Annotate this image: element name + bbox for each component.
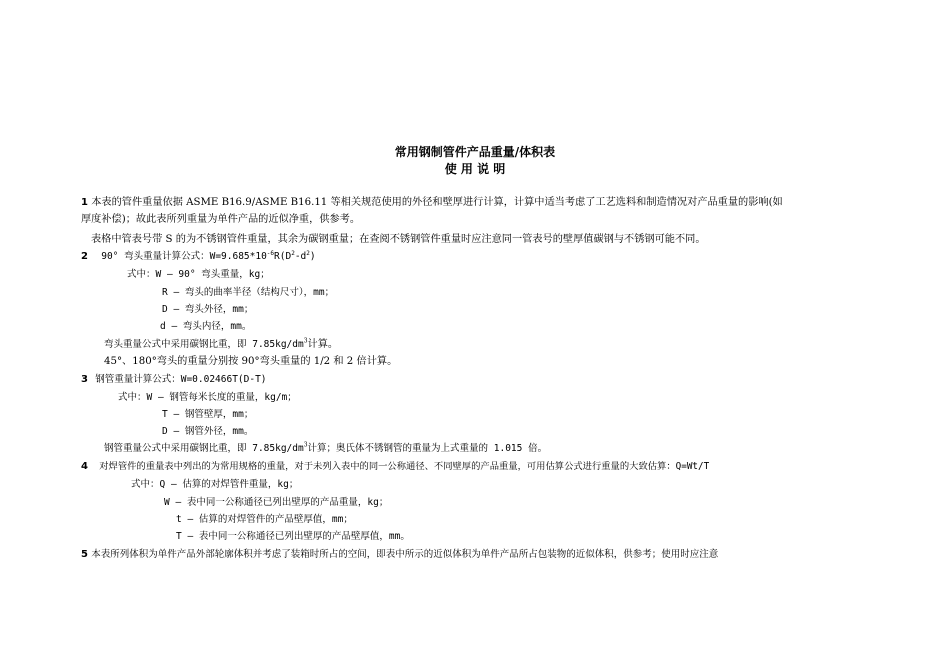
section-number: 1 bbox=[81, 197, 88, 208]
variable-definition: R — 弯头的曲率半径（结构尺寸），mm； bbox=[162, 287, 335, 298]
variable-definition: D — 钢管外径，mm。 bbox=[162, 426, 254, 437]
variable-definition: T — 表中同一公称通径已列出壁厚的产品壁厚值，mm。 bbox=[176, 531, 410, 542]
formula-text: 90° 弯头重量计算公式：$W=9.685*10^{-6}R(D^2-d^2)$ bbox=[101, 249, 316, 262]
variable-definition: T — 钢管壁厚，mm； bbox=[162, 409, 254, 420]
variable-definition: 式中：W — 钢管每米长度的重量，kg/m； bbox=[118, 392, 297, 403]
formula-text: 钢管重量计算公式：W=0.02466T(D-T) bbox=[95, 374, 267, 385]
note-text: 钢管重量公式中采用碳钢比重，即 $7.85kg/dm^3$计算；奥氏体不锈钢管的重量为上式重量的 1.015 倍。 bbox=[104, 441, 548, 454]
section-3-formula bbox=[81, 373, 267, 387]
paragraph-text: 对焊管件的重量表中列出的为常用规格的重量，对于未列入表中的同一公称通径、不同壁厚的产品重量，可用估算公式进行重量的大致估算：Q=Wt/T bbox=[99, 461, 710, 472]
document-title: 常用钢制管件产品重量/体积表 bbox=[394, 145, 556, 159]
section-1-line-2: 厚度补偿)；故此表所列重量为单件产品的近似净重，供参考。 bbox=[81, 214, 361, 225]
section-number: 2 bbox=[81, 251, 88, 262]
section-1-line-3: 表格中管表号带 S 的为不锈钢管件重量，其余为碳钢重量；在查阅不锈钢管件重量时应注意同一管表号的壁厚值碳钢与不锈钢可能不同。 bbox=[91, 234, 706, 245]
section-1-line-1 bbox=[81, 196, 783, 210]
variable-definition: 式中：Q — 估算的对焊管件重量，kg； bbox=[131, 479, 299, 490]
paragraph-text: 本表所列体积为单件产品外部轮廓体积并考虑了装箱时所占的空间，即表中所示的近似体积为单件产品所占包装物的近似体积，供参考；使用时应注意 bbox=[91, 549, 719, 560]
section-4-line-1 bbox=[81, 460, 709, 474]
paragraph-text: 本表的管件重量依据 ASME B16.9/ASME B16.11 等相关规范使用的外径和壁厚进行计算，计算中适当考虑了工艺选料和制造情况对产品重量的影响(如 bbox=[91, 197, 783, 208]
section-number: 3 bbox=[81, 374, 88, 385]
section-2-formula bbox=[81, 250, 316, 264]
document-subtitle: 使 用 说 明 bbox=[444, 162, 506, 176]
note-text: 弯头重量公式中采用碳钢比重，即 $7.85kg/dm^3$计算。 bbox=[104, 337, 339, 350]
note-text: 45°、180°弯头的重量分别按 90°弯头重量的 1/2 和 2 倍计算。 bbox=[104, 356, 398, 367]
variable-definition: D — 弯头外径，mm； bbox=[162, 304, 254, 315]
section-number: 4 bbox=[81, 461, 88, 472]
variable-definition: d — 弯头内径，mm。 bbox=[160, 321, 252, 332]
variable-definition: t — 估算的对焊管件的产品壁厚值，mm； bbox=[176, 514, 353, 525]
section-5-line-1 bbox=[81, 548, 718, 562]
variable-definition: W — 表中同一公称通径已列出壁厚的产品重量，kg； bbox=[164, 497, 389, 508]
variable-definition: 式中：W — 90° 弯头重量，kg； bbox=[127, 269, 270, 280]
section-number: 5 bbox=[81, 549, 88, 560]
